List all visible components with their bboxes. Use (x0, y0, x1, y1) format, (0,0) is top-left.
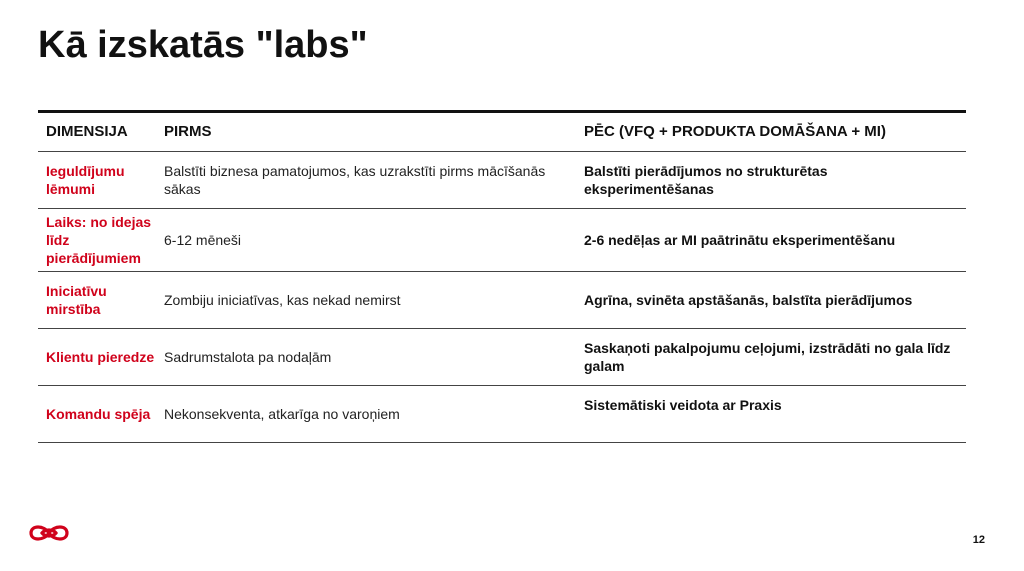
table-header-row (38, 113, 966, 152)
table-row (38, 152, 966, 209)
after-cell: Balstīti pierādījumos no strukturētas eksperimentēšanas (584, 163, 828, 197)
after-cell: Saskaņoti pakalpojumu ceļojumi, izstrādāti no gala līdz galam (584, 340, 951, 374)
before-cell: Balstīti biznesa pamatojumos, kas uzrakstīti pirms mācīšanās sākas (164, 163, 546, 197)
dimension-cell: Ieguldījumu lēmumi (46, 163, 125, 197)
infinity-loop-icon (27, 519, 71, 547)
comparison-table (38, 110, 966, 443)
slide-title: Kā izskatās "labs" (38, 24, 368, 66)
before-cell: Nekonsekventa, atkarīga no varoņiem (164, 406, 400, 422)
before-cell: Sadrumstalota pa nodaļām (164, 349, 332, 365)
dimension-cell: Komandu spēja (46, 406, 151, 422)
dimension-cell: Iniciatīvu mirstība (46, 283, 107, 317)
after-cell: Sistemātiski veidota ar Praxis (584, 397, 782, 413)
dimension-cell: Klientu pieredze (46, 349, 155, 365)
before-cell: 6-12 mēneši (164, 232, 242, 248)
after-cell: Agrīna, svinēta apstāšanās, balstīta pierādījumos (584, 292, 913, 308)
table-row (38, 272, 966, 329)
table-row (38, 209, 966, 272)
header-before: PIRMS (164, 123, 212, 140)
table-row (38, 329, 966, 386)
before-cell: Zombiju iniciatīvas, kas nekad nemirst (164, 292, 401, 308)
table-row (38, 386, 966, 443)
page-number: 12 (972, 534, 985, 546)
after-cell: 2-6 nedēļas ar MI paātrinātu eksperimentēšanu (584, 232, 896, 248)
header-after: PĒC (VFQ + PRODUKTA DOMĀŠANA + MI) (584, 123, 886, 140)
dimension-cell: Laiks: no idejas līdz pierādījumiem (46, 214, 152, 266)
header-dimension: DIMENSIJA (46, 123, 128, 140)
